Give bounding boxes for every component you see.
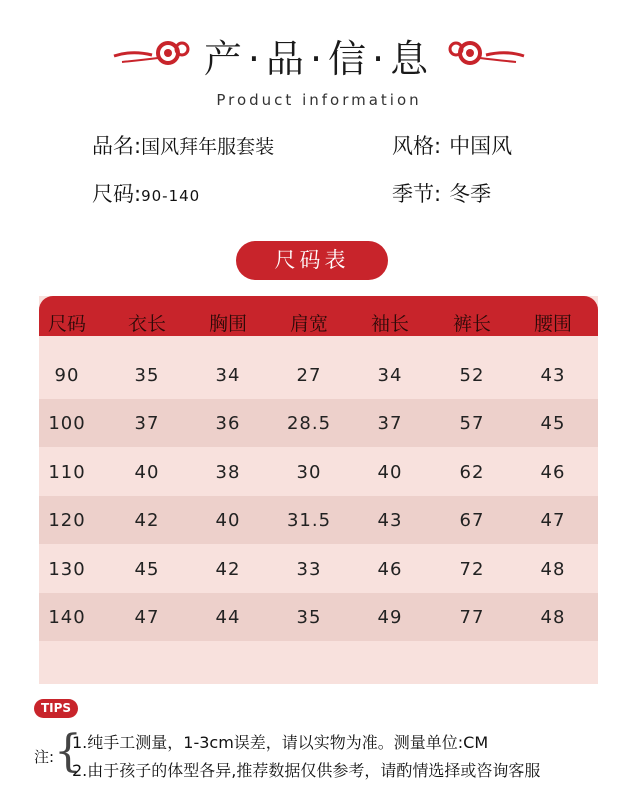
table-cell: 62 (459, 462, 485, 483)
table-cell: 47 (540, 510, 566, 531)
table-cell: 48 (540, 559, 566, 580)
table-cell: 45 (134, 559, 160, 580)
table-header (39, 296, 598, 336)
table-cell: 34 (215, 365, 241, 386)
size-label: 尺码: (92, 182, 142, 206)
table-cell: 43 (540, 365, 566, 386)
table-cell: 30 (296, 462, 322, 483)
season-label: 季节: (392, 182, 442, 206)
header-size: 尺码 (47, 313, 86, 335)
table-cell: 43 (377, 510, 403, 531)
product-size (92, 178, 200, 208)
header-chest: 胸围 (208, 313, 247, 335)
table-cell: 27 (296, 365, 322, 386)
table-row (39, 399, 598, 447)
product-name-label: 品名: (92, 134, 142, 158)
header-length: 衣长 (127, 313, 166, 335)
table-row (39, 545, 598, 593)
header-shoulder: 肩宽 (289, 313, 328, 335)
table-cell: 110 (48, 462, 86, 483)
size-chart-badge: 尺码表 (236, 241, 388, 280)
table-cell: 28.5 (286, 413, 332, 434)
table-row (39, 351, 598, 399)
table-cell: 31.5 (286, 510, 332, 531)
product-style (392, 130, 512, 160)
table-cell: 47 (134, 607, 160, 628)
table-cell: 120 (48, 510, 86, 531)
table-cell: 38 (215, 462, 241, 483)
brace-icon: { (54, 726, 82, 777)
table-cell: 77 (459, 607, 485, 628)
product-season (392, 178, 491, 208)
table-cell: 52 (459, 365, 485, 386)
table-cell: 36 (215, 413, 241, 434)
size-value: 90-140 (141, 187, 201, 205)
table-cell: 57 (459, 413, 485, 434)
page-title: 产·品·信·息 (203, 37, 435, 81)
tips-badge: TIPS (34, 699, 78, 718)
table-cell: 72 (459, 559, 485, 580)
table-row (39, 496, 598, 544)
size-table (39, 296, 598, 684)
header (0, 28, 638, 109)
table-cell: 49 (377, 607, 403, 628)
product-name-value: 国风拜年服套装 (141, 136, 275, 158)
table-cell: 34 (377, 365, 403, 386)
table-cell: 40 (134, 462, 160, 483)
table-cell: 35 (134, 365, 160, 386)
table-cell: 45 (540, 413, 566, 434)
tip-line-1: 1.纯手工测量，1-3cm误差，请以实物为准。测量单位:CM (72, 733, 489, 752)
table-cell: 46 (377, 559, 403, 580)
table-cell: 37 (134, 413, 160, 434)
note-label: 注: (34, 748, 55, 766)
style-label: 风格: (392, 134, 442, 158)
table-cell: 42 (134, 510, 160, 531)
header-pants: 裤长 (452, 313, 491, 335)
table-cell: 33 (296, 559, 322, 580)
table-cell: 130 (48, 559, 86, 580)
table-cell: 35 (296, 607, 322, 628)
table-cell: 67 (459, 510, 485, 531)
style-value: 中国风 (449, 134, 513, 158)
table-cell: 40 (215, 510, 241, 531)
header-sleeve: 袖长 (370, 313, 409, 335)
table-cell: 48 (540, 607, 566, 628)
table-cell: 40 (377, 462, 403, 483)
table-cell: 42 (215, 559, 241, 580)
season-value: 冬季 (449, 182, 492, 206)
table-row (39, 448, 598, 496)
table-row (39, 593, 598, 641)
table-cell: 46 (540, 462, 566, 483)
product-name (92, 130, 274, 160)
table-cell: 100 (48, 413, 86, 434)
table-cell: 37 (377, 413, 403, 434)
table-cell: 44 (215, 607, 241, 628)
header-waist: 腰围 (533, 313, 572, 335)
table-cell: 140 (48, 607, 86, 628)
tip-line-2: 2.由于孩子的体型各异,推荐数据仅供参考，请酌情选择或咨询客服 (72, 761, 541, 780)
table-cell: 90 (54, 365, 80, 386)
page-subtitle: Product information (216, 91, 422, 109)
